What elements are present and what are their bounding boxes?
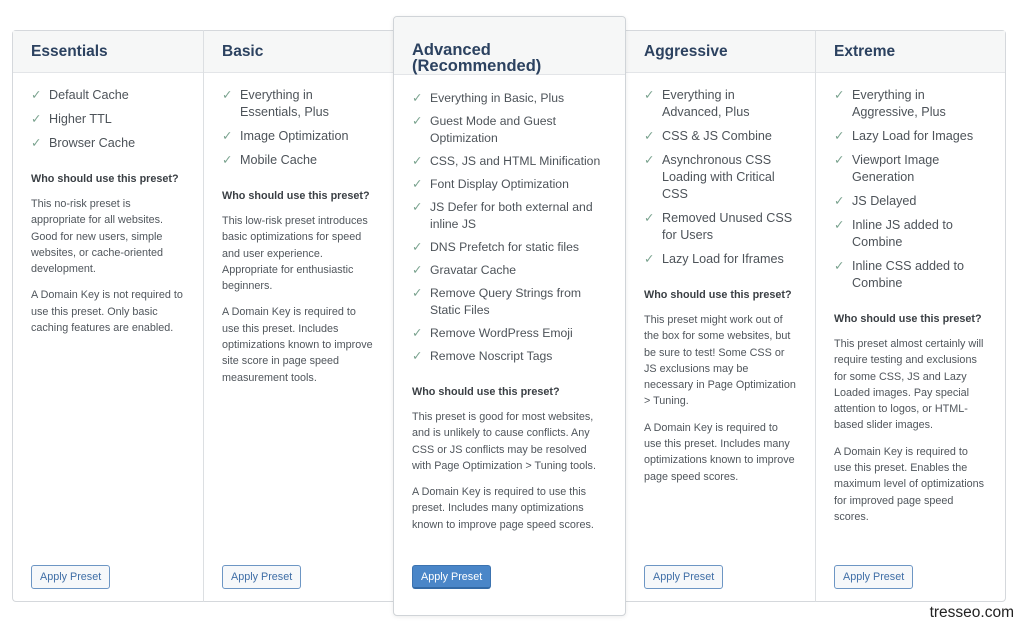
domain-key-note: A Domain Key is required to use this preset. Includes optimizations known to improve site score in page speed measurement tools. [222,306,373,384]
check-icon: ✓ [412,154,423,168]
feature-item: ✓ Font Display Optimization [412,177,569,191]
apply-preset-button[interactable]: Apply Preset [644,565,723,589]
feature-item: ✓ Guest Mode and Guest Optimization [412,114,557,145]
check-icon: ✓ [834,259,845,273]
feature-list [834,87,987,292]
card-header [626,31,815,73]
check-icon: ✓ [412,177,423,191]
feature-list [644,87,797,268]
check-icon: ✓ [644,252,655,266]
feature-item: ✓ Image Optimization [222,129,349,143]
feature-item: ✓ Remove Noscript Tags [412,349,553,363]
who-heading: Who should use this preset? [222,190,370,202]
feature-item: ✓ Everything in Aggressive, Plus [834,88,946,119]
check-icon: ✓ [834,194,845,208]
check-icon: ✓ [644,153,655,167]
preset-card-extreme [816,30,1006,602]
check-icon: ✓ [222,88,233,102]
apply-preset-button[interactable]: Apply Preset [222,565,301,589]
feature-item: ✓ DNS Prefetch for static files [412,240,580,254]
preset-card-essentials [12,30,204,602]
feature-list [222,87,376,169]
feature-item: ✓ CSS, JS and HTML Minification [412,154,601,168]
domain-key-note: A Domain Key is required to use this preset. Enables the maximum level of optimizations for improved page speed scores. [834,445,985,523]
feature-list [412,90,607,365]
check-icon: ✓ [412,326,423,340]
check-icon: ✓ [644,88,655,102]
preset-card-aggressive [626,30,816,602]
check-icon: ✓ [834,88,845,102]
domain-key-note: A Domain Key is not required to use this preset. Only basic caching features are enabled. [31,289,183,335]
feature-item: ✓ Lazy Load for Iframes [644,252,784,266]
preset-title: Advanced (Recommended) [412,41,542,75]
feature-item: ✓ JS Defer for both external and inline JS [412,200,593,231]
domain-key-note: A Domain Key is required to use this preset. Includes many optimizations known to improve page speed scores. [412,486,594,531]
check-icon: ✓ [412,349,423,363]
feature-item: ✓ Inline JS added to Combine [834,218,953,249]
feature-list [31,87,185,152]
preset-card-advanced [393,16,626,616]
feature-item: ✓ Mobile Cache [222,153,318,167]
check-icon: ✓ [31,136,42,150]
preset-title: Basic [222,43,264,60]
card-header [13,31,203,73]
feature-item: ✓ Removed Unused CSS for Users [644,211,793,242]
preset-title: Extreme [834,43,896,60]
card-header [204,31,394,73]
feature-item: ✓ Inline CSS added to Combine [834,259,965,290]
check-icon: ✓ [412,200,423,214]
check-icon: ✓ [412,114,423,128]
feature-item: ✓ Viewport Image Generation [834,153,940,184]
card-header [816,31,1005,73]
feature-item: ✓ Gravatar Cache [412,263,517,277]
description: This no-risk preset is appropriate for all websites. Good for new users, simple websites, or cache-oriented development. [31,198,164,276]
feature-item: ✓ Higher TTL [31,112,112,126]
feature-item: ✓ Remove Query Strings from Static Files [412,286,582,317]
description: This preset almost certainly will require testing and exclusions for some CSS, JS and Lazy Loaded images. Pay special attention to logos, or HTML-based slider images. [834,338,984,432]
feature-item: ✓ Everything in Essentials, Plus [222,88,329,119]
check-icon: ✓ [412,91,423,105]
who-heading: Who should use this preset? [644,289,792,301]
watermark: tresseo.com [929,604,1014,621]
preset-title: Aggressive [644,43,728,60]
check-icon: ✓ [412,263,423,277]
description: This preset is good for most websites, and is unlikely to cause conflicts. Any CSS or JS conflicts may be resolved with Page Optimization > Tuning tools. [412,411,596,472]
who-heading: Who should use this preset? [31,173,179,185]
feature-item: ✓ Everything in Basic, Plus [412,91,565,105]
apply-preset-button[interactable]: Apply Preset [412,565,491,589]
feature-item: ✓ JS Delayed [834,194,917,208]
check-icon: ✓ [31,88,42,102]
check-icon: ✓ [222,129,233,143]
feature-item: ✓ Asynchronous CSS Loading with Critical CSS [644,153,775,201]
check-icon: ✓ [644,129,655,143]
check-icon: ✓ [412,240,423,254]
feature-item: ✓ Everything in Advanced, Plus [644,88,750,119]
check-icon: ✓ [644,211,655,225]
check-icon: ✓ [412,286,423,300]
preset-title: Essentials [31,43,108,60]
card-header [394,17,625,75]
check-icon: ✓ [834,218,845,232]
check-icon: ✓ [834,153,845,167]
domain-key-note: A Domain Key is required to use this preset. Includes many optimizations known to improve page speed scores. [644,421,795,483]
check-icon: ✓ [834,129,845,143]
feature-item: ✓ CSS & JS Combine [644,129,772,143]
feature-item: ✓ Browser Cache [31,136,136,150]
description: This low-risk preset introduces basic optimizations for speed and user experience. Appropriate for enthusiastic beginners. [222,215,368,293]
preset-card-basic [204,30,394,602]
feature-item: ✓ Remove WordPress Emoji [412,326,573,340]
feature-item: ✓ Lazy Load for Images [834,129,974,143]
description: This preset might work out of the box for some websites, but be sure to test! Some CSS or JS exclusions may be necessary in Page Optimization > Tuning. [644,314,796,408]
who-heading: Who should use this preset? [834,313,982,325]
check-icon: ✓ [222,153,233,167]
feature-item: ✓ Default Cache [31,88,129,102]
who-heading: Who should use this preset? [412,386,560,398]
apply-preset-button[interactable]: Apply Preset [31,565,110,589]
check-icon: ✓ [31,112,42,126]
apply-preset-button[interactable]: Apply Preset [834,565,913,589]
